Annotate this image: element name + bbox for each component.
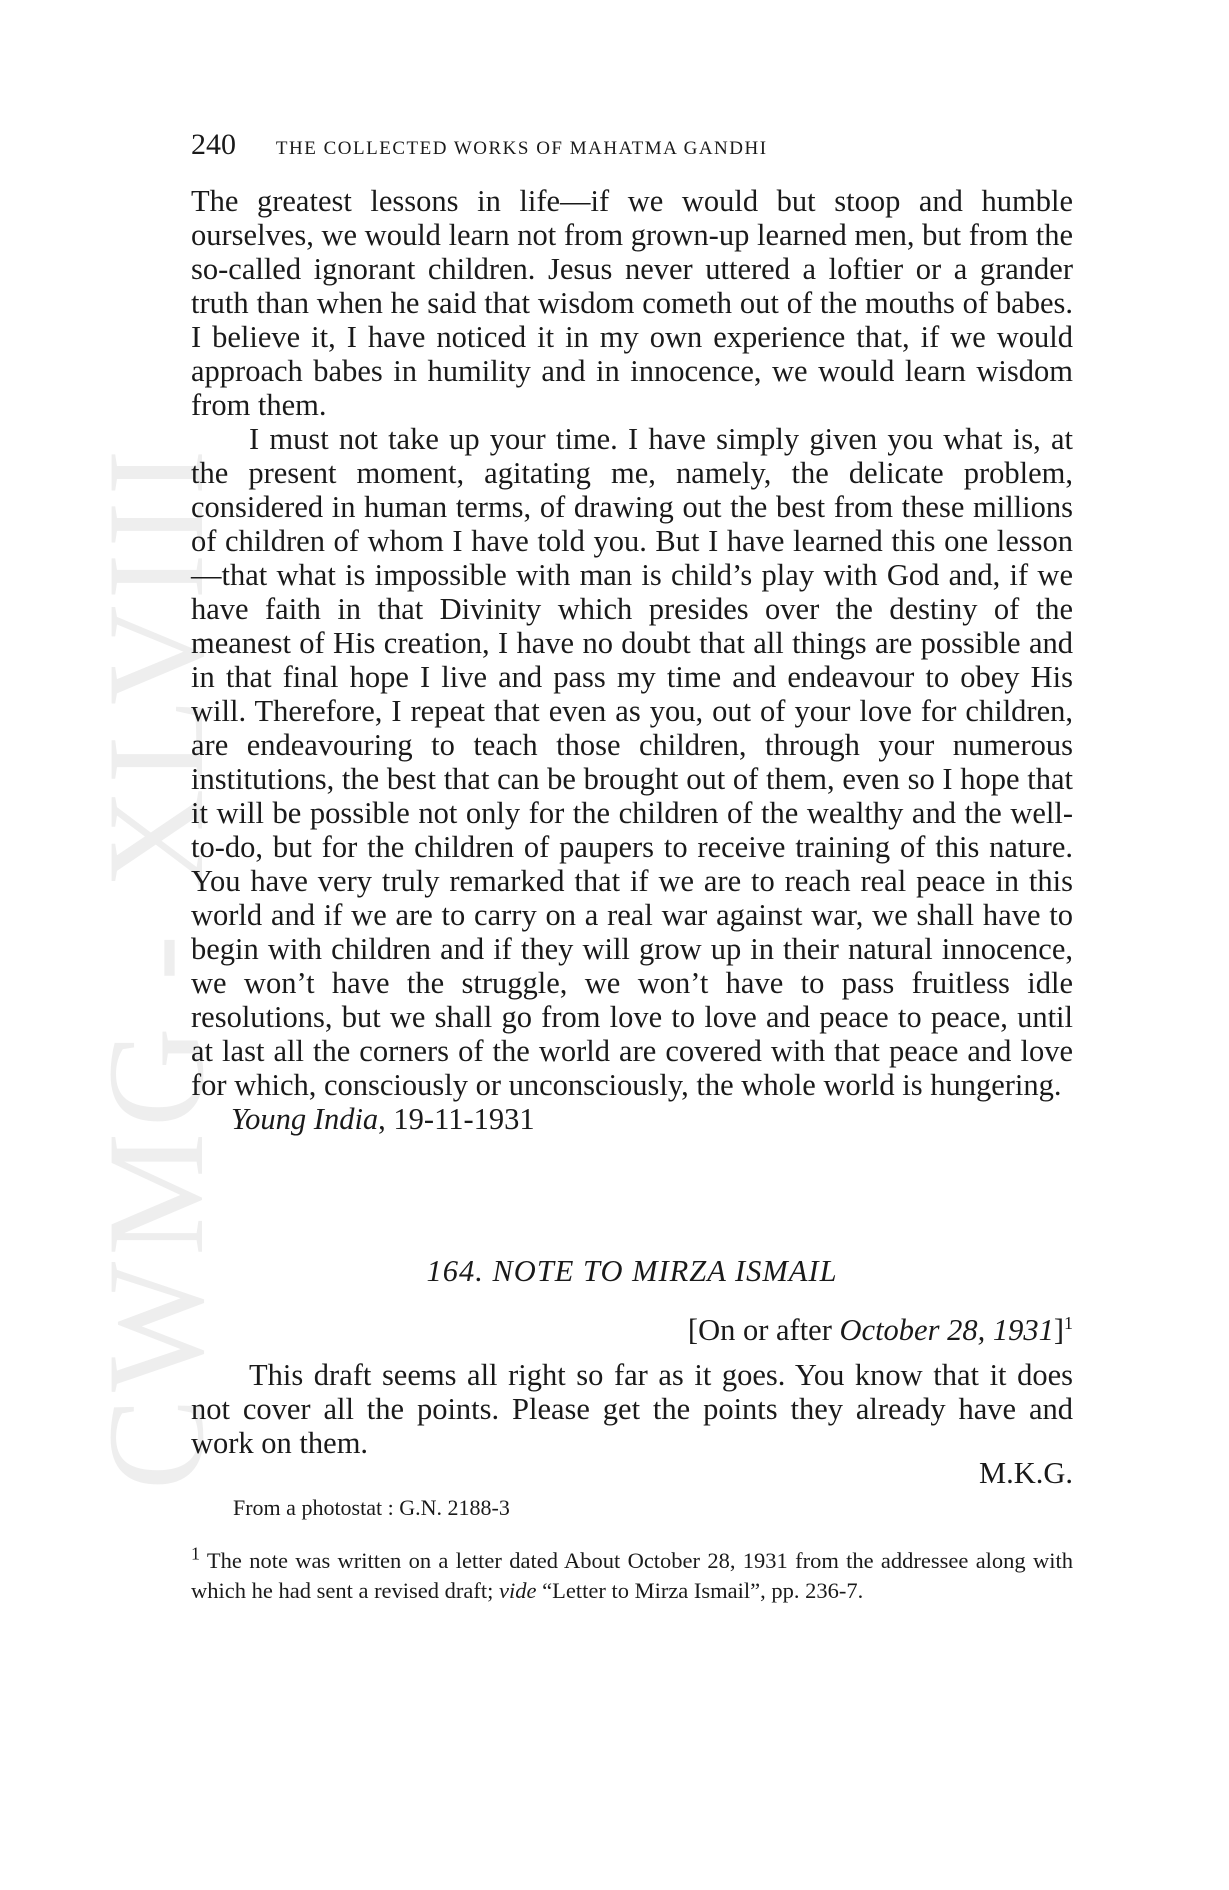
- source-citation: [191, 1102, 1073, 1136]
- footnote-marker: 1: [191, 1543, 200, 1564]
- watermark-text: CWMG - XLVIII: [79, 443, 232, 1490]
- page-number: 240: [191, 128, 236, 161]
- running-header: [191, 128, 1071, 162]
- source-publication: Young India: [231, 1102, 379, 1136]
- paragraph-1: The greatest lessons in life—if we would but stoop and humble ourselves, we would learn not from grown-up learned men, but from the so-called ignorant children. Jesus never uttered a loftier or a grander truth than when he said that wisdom cometh out of the mouths of babes. I believe it, I have noticed it in my own experience that, if we would approach babes in humility and in innocence, we would learn wisdom from them.: [191, 184, 1073, 422]
- continuation-text: [191, 184, 1073, 1136]
- footnote-text-1: The note was written on a letter dated About October 28, 1931 from the addressee along with which he had sent a revised draft;: [191, 1548, 1073, 1603]
- document-title: 164. NOTE TO MIRZA ISMAIL: [426, 1254, 838, 1288]
- note-paragraph: This draft seems all right so far as it goes. You know that it does not cover all the points. Please get the points they already have and work on them.: [191, 1358, 1073, 1460]
- note-body: [191, 1358, 1073, 1460]
- source-date: , 19-11-1931: [378, 1102, 535, 1136]
- footnote-text-2: “Letter to Mirza Ismail”, pp. 236-7.: [536, 1578, 864, 1603]
- paragraph-2: I must not take up your time. I have simply given you what is, at the present moment, agitating me, namely, the delicate problem, considered in human terms, of drawing out the best from these millions of children of whom I have told you. But I have learned this one lesson—that what is impossible with man is child’s play with God and, if we have faith in that Divinity which presides over the destiny of the meanest of His creation, I have no doubt that all things are possible and in that final hope I live and pass my time and endeavour to obey His will. Therefore, I repeat that even as you, out of your love for children, are endeavouring to teach those children, through your numerous institutions, the best that can be brought out of them, even so I hope that it will be possible not only for the children of the wealthy and the well-to-do, but for the children of paupers to receive training of this nature. You have very truly remarked that if we are to reach real peace in this world and if we are to carry on a real war against war, we shall have to begin with children and if they will grow up in their natural innocence, we won’t have the struggle, we won’t have to pass fruitless idle resolutions, but we shall go from love to love and peace to peace, until at last all the corners of the world are covered with that peace and love for which, consciously or unconsciously, the whole world is hungering.: [191, 422, 1073, 1102]
- running-title: THE COLLECTED WORKS OF MAHATMA GANDHI: [275, 138, 768, 159]
- date-italic: October 28, 1931: [839, 1313, 1054, 1347]
- footnote-ref: 1: [1064, 1312, 1073, 1333]
- date-open: [On or after: [687, 1313, 840, 1347]
- footnote: [191, 1543, 1073, 1606]
- photostat-source: From a photostat : G.N. 2188-3: [233, 1495, 510, 1520]
- document-date: [191, 1313, 1073, 1348]
- footnote-vide: vide: [499, 1578, 537, 1603]
- date-close: ]: [1053, 1313, 1064, 1347]
- signature: M.K.G.: [978, 1456, 1073, 1490]
